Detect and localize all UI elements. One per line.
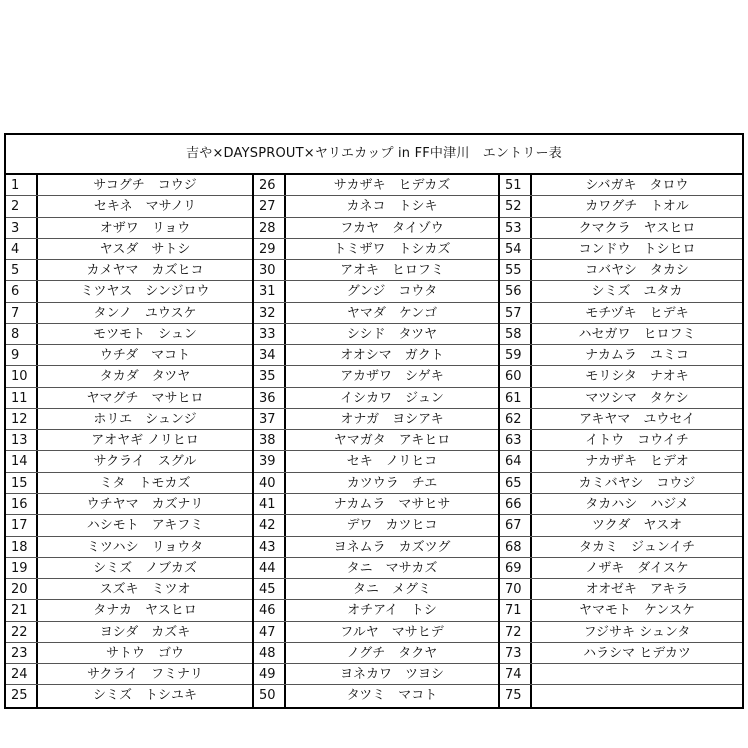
entry-number: 28 [254,218,286,238]
entry-name: ヤマダ ケンゴ [346,305,438,321]
entry-name: ヨネカワ ツヨシ [339,667,444,683]
entry-name: ミツハシ リョウタ [86,539,204,555]
entry-number: 50 [254,685,286,706]
entry-row [500,664,742,685]
entry-number: 10 [6,366,38,386]
entry-name: タカダ タツヤ [99,369,191,385]
entry-sheet [4,133,744,709]
entry-number: 46 [254,600,286,620]
entry-number: 13 [6,430,38,450]
entry-row [500,239,742,260]
entry-row [254,600,498,621]
entry-row [500,409,742,430]
entry-name: ホリエ シュンジ [93,411,197,427]
entry-row [6,175,252,196]
entry-number: 5 [6,260,38,280]
entry-row [254,473,498,494]
entry-row [500,281,742,302]
entry-name: コバヤシ タカシ [585,263,689,279]
entry-row [254,345,498,366]
entry-name: アキヤマ ユウセイ [578,411,696,427]
entry-row [500,366,742,387]
entry-row [500,473,742,494]
entry-row [254,324,498,345]
entry-name: カネコ トシキ [346,199,438,215]
entry-name: ミタ トモカズ [99,475,191,491]
entry-number: 9 [6,345,38,365]
entry-row [6,622,252,643]
entry-name: マツシマ タケシ [585,390,689,406]
entry-name: クマクラ ヤスヒロ [578,220,696,236]
entry-number: 35 [254,366,286,386]
entry-number: 25 [6,685,38,706]
entry-name: カツウラ チエ [346,475,438,491]
entry-name: カワグチ トオル [585,199,689,215]
entry-grid [6,175,742,707]
entry-name [532,685,742,706]
entry-number: 49 [254,664,286,684]
entry-number: 72 [500,622,532,642]
entry-name: シシド タツヤ [346,326,438,342]
entry-row [254,579,498,600]
entry-number: 4 [6,239,38,259]
entry-number: 36 [254,388,286,408]
entry-number: 6 [6,281,38,301]
sheet-title: 吉や×DAYSPROUT×ヤリエカップ in FF中津川 エントリー表 [6,135,742,175]
entry-row [6,345,252,366]
entry-number: 59 [500,345,532,365]
entry-name: アオヤギ ノリヒロ [91,433,199,449]
entry-row [500,600,742,621]
entry-row [254,175,498,196]
entry-number: 45 [254,579,286,599]
entry-name: カメヤマ カズヒコ [86,263,204,279]
entry-name: タツミ マコト [346,688,438,704]
entry-name: グンジ コウタ [346,284,438,300]
entry-number: 7 [6,303,38,323]
entry-row [254,494,498,515]
entry-number: 23 [6,643,38,663]
entry-name: ツクダ ヤスオ [591,518,683,534]
entry-number: 68 [500,537,532,557]
entry-row [500,558,742,579]
entry-number: 40 [254,473,286,493]
entry-row [500,579,742,600]
entry-number: 34 [254,345,286,365]
entry-number: 21 [6,600,38,620]
entry-number: 19 [6,558,38,578]
entry-number: 73 [500,643,532,663]
entry-row [254,664,498,685]
entry-name: アオキ ヒロフミ [340,263,444,279]
entry-row [6,409,252,430]
entry-name: ヨシダ カズキ [99,624,191,640]
entry-number: 55 [500,260,532,280]
entry-number: 14 [6,451,38,471]
entry-name: シミズ トシユキ [92,688,197,704]
entry-number: 60 [500,366,532,386]
entry-row [254,430,498,451]
entry-number: 42 [254,515,286,535]
entry-number: 8 [6,324,38,344]
entry-row [254,303,498,324]
entry-number: 74 [500,664,532,684]
entry-row [6,473,252,494]
entry-row [6,430,252,451]
entry-name: フルヤ マサヒデ [340,624,444,640]
entry-row [6,196,252,217]
entry-row [254,537,498,558]
entry-name: タナカ ヤスヒロ [93,603,197,619]
entry-row [254,558,498,579]
entry-number: 41 [254,494,286,514]
entry-name: コンドウ トシヒロ [578,241,696,257]
entry-name: フジサキ シュンタ [583,624,691,640]
entry-row [6,281,252,302]
entry-row [500,643,742,664]
entry-row [6,643,252,664]
entry-row [500,260,742,281]
entry-number: 61 [500,388,532,408]
entry-row [500,345,742,366]
entry-name: ヤマガタ アキヒロ [333,433,451,449]
entry-number: 66 [500,494,532,514]
entry-row [500,324,742,345]
entry-row [6,558,252,579]
entry-name: ハシモト アキフミ [86,518,204,534]
entry-name: タカハシ ハジメ [585,496,689,512]
entry-row [254,239,498,260]
entry-number: 64 [500,451,532,471]
entry-number: 27 [254,196,286,216]
entry-name: セキネ マサノリ [93,199,197,215]
entry-number: 22 [6,622,38,642]
entry-name: トミザワ トシカズ [333,241,451,257]
entry-row [6,515,252,536]
entry-name: ハセガワ ヒロフミ [578,326,696,342]
entry-name [532,664,742,684]
entry-name: ノグチ タクヤ [346,645,438,661]
entry-row [500,451,742,472]
entry-name: サカザキ ヒデカズ [333,178,451,193]
entry-name: カミバヤシ コウジ [578,475,696,491]
entry-number: 53 [500,218,532,238]
entry-number: 54 [500,239,532,259]
entry-row [500,622,742,643]
entry-number: 44 [254,558,286,578]
entry-column-3 [498,175,742,707]
entry-name: サトウ ゴウ [105,645,184,661]
entry-name: オオゼキ アキラ [585,582,689,598]
entry-number: 33 [254,324,286,344]
entry-name: ヤマグチ マサヒロ [86,390,204,406]
entry-number: 18 [6,537,38,557]
entry-name: モリシタ ナオキ [585,369,689,385]
entry-name: タニ メグミ [352,582,431,598]
entry-number: 26 [254,175,286,195]
entry-name: モチヅキ ヒデキ [585,305,689,321]
entry-row [6,579,252,600]
entry-name: ヨネムラ カズツグ [333,539,451,555]
entry-number: 67 [500,515,532,535]
entry-name: オナガ ヨシアキ [340,411,444,427]
entry-row [6,537,252,558]
entry-row [254,622,498,643]
entry-row [254,643,498,664]
entry-row [254,451,498,472]
entry-row [500,303,742,324]
entry-row [254,409,498,430]
entry-row [6,303,252,324]
entry-name: ナカムラ ユミコ [585,348,689,364]
entry-column-2 [252,175,498,707]
entry-row [500,175,742,196]
entry-row [254,515,498,536]
entry-number: 58 [500,324,532,344]
entry-name: サクライ スグル [93,454,197,470]
entry-name: フカヤ タイゾウ [340,220,444,236]
entry-row [6,685,252,706]
entry-row [254,388,498,409]
entry-name: デワ カツヒコ [346,518,438,534]
entry-name: ウチダ マコト [99,348,191,364]
entry-row [500,685,742,706]
entry-number: 62 [500,409,532,429]
entry-number: 65 [500,473,532,493]
entry-number: 1 [6,175,38,195]
entry-row [500,388,742,409]
entry-name: シミズ ユタカ [591,284,683,300]
entry-row [6,664,252,685]
entry-row [6,260,252,281]
entry-row [500,494,742,515]
entry-number: 39 [254,451,286,471]
entry-number: 30 [254,260,286,280]
entry-row [6,451,252,472]
entry-number: 17 [6,515,38,535]
entry-number: 32 [254,303,286,323]
entry-number: 11 [6,388,38,408]
entry-number: 51 [500,175,532,195]
entry-number: 24 [6,664,38,684]
entry-name: ナカムラ マサヒサ [333,496,451,512]
entry-number: 70 [500,579,532,599]
entry-row [254,685,498,706]
entry-name: モツモト シュン [93,326,197,342]
entry-name: タンノ ユウスケ [93,305,197,321]
entry-number: 48 [254,643,286,663]
entry-name: イシカワ ジュン [340,390,444,406]
entry-row [6,366,252,387]
entry-row [500,218,742,239]
entry-name: シバガキ タロウ [585,178,689,193]
entry-number: 52 [500,196,532,216]
entry-name: ヤスダ サトシ [99,241,191,257]
entry-number: 75 [500,685,532,706]
entry-column-1 [6,175,252,707]
entry-row [254,281,498,302]
entry-number: 37 [254,409,286,429]
entry-row [254,260,498,281]
entry-name: タニ マサカズ [346,560,438,576]
entry-row [500,515,742,536]
entry-number: 63 [500,430,532,450]
entry-row [6,494,252,515]
entry-number: 38 [254,430,286,450]
entry-number: 47 [254,622,286,642]
entry-row [6,239,252,260]
entry-name: イトウ コウイチ [585,433,689,449]
entry-row [6,600,252,621]
entry-row [254,366,498,387]
entry-number: 43 [254,537,286,557]
entry-name: オオシマ ガクト [340,348,444,364]
entry-name: オザワ リョウ [99,220,191,236]
entry-name: サクライ フミナリ [86,667,204,683]
entry-number: 15 [6,473,38,493]
entry-name: スズキ ミツオ [99,582,191,598]
entry-name: オチアイ トシ [347,603,437,619]
entry-row [500,537,742,558]
entry-row [500,430,742,451]
entry-name: サコグチ コウジ [93,178,197,193]
entry-row [254,196,498,217]
entry-name: タカミ ジュンイチ [578,539,696,555]
entry-name: ノザキ ダイスケ [585,560,689,576]
entry-number: 16 [6,494,38,514]
entry-name: ウチヤマ カズナリ [86,496,204,512]
entry-number: 29 [254,239,286,259]
entry-number: 31 [254,281,286,301]
entry-number: 2 [6,196,38,216]
entry-row [254,218,498,239]
entry-number: 71 [500,600,532,620]
entry-number: 3 [6,218,38,238]
entry-row [6,218,252,239]
entry-number: 20 [6,579,38,599]
entry-name: ハラシマ ヒデカツ [583,645,691,661]
entry-name: セキ ノリヒコ [346,454,438,470]
entry-name: ヤマモト ケンスケ [579,603,695,619]
entry-name: ナカザキ ヒデオ [585,454,689,470]
entry-number: 57 [500,303,532,323]
entry-number: 56 [500,281,532,301]
entry-row [6,388,252,409]
entry-name: ミツヤス シンジロウ [80,284,210,300]
entry-row [6,324,252,345]
entry-number: 12 [6,409,38,429]
entry-name: シミズ ノブカズ [93,560,197,576]
entry-number: 69 [500,558,532,578]
entry-name: アカザワ シゲキ [340,369,444,385]
entry-row [500,196,742,217]
